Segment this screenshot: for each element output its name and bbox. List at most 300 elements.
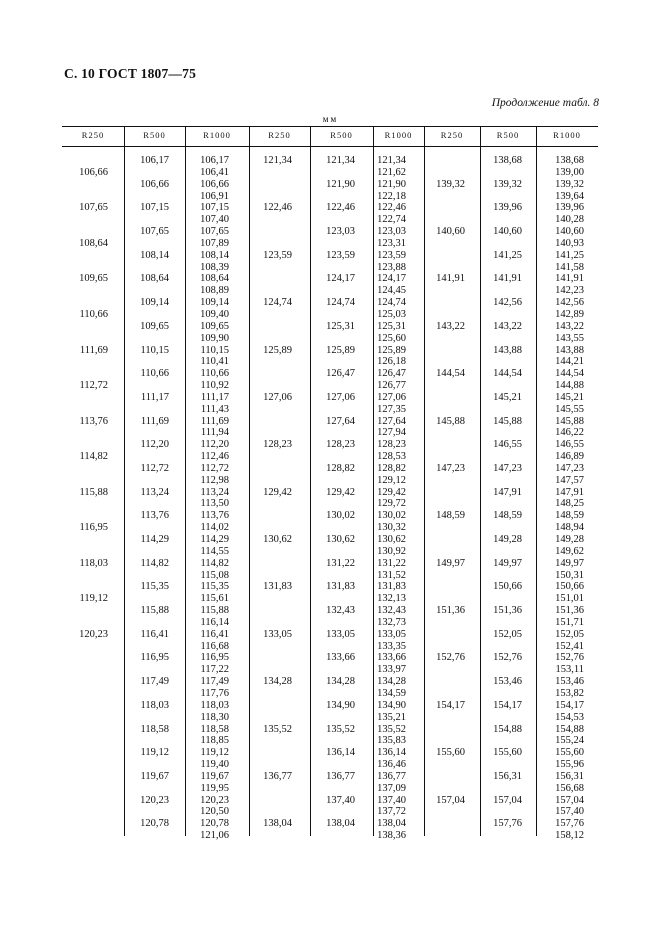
table-cell: 116,68 [200, 640, 229, 652]
table-cell: 132,43 [326, 605, 355, 617]
table-cell [62, 546, 108, 558]
table-cell: 109,65 [200, 320, 229, 332]
table-cell [310, 617, 355, 629]
table-cell [424, 487, 465, 499]
table-cell: 136,77 [326, 770, 355, 782]
table-cell: 134,28 [377, 676, 406, 688]
table-cell: 136,46 [377, 759, 406, 771]
table-cell [310, 783, 355, 795]
table-continuation-caption: Продолжение табл. 8 [491, 97, 599, 109]
table-cell [249, 356, 292, 368]
table-cell: 151,36 [555, 605, 584, 617]
table-cell [480, 167, 522, 179]
table-cell: 109,40 [200, 308, 229, 320]
column-r1000-3 [536, 155, 584, 842]
table-cell: 131,22 [377, 557, 406, 569]
table-cell [424, 771, 465, 783]
column-header: R250 [268, 130, 291, 140]
table-cell [310, 641, 355, 653]
table-cell: 136,14 [326, 747, 355, 759]
table-cell: 119,40 [200, 759, 229, 771]
table-cell [310, 451, 355, 463]
table-cell [480, 593, 522, 605]
table-cell: 121,34 [263, 155, 292, 166]
table-cell: 128,23 [263, 439, 292, 451]
table-cell: 145,55 [555, 403, 584, 415]
table-cell [310, 475, 355, 487]
table-cell [310, 664, 355, 676]
table-cell: 154,53 [555, 711, 584, 723]
table-cell: 107,15 [140, 202, 169, 214]
table-cell [310, 759, 355, 771]
table-cell: 119,95 [200, 782, 229, 794]
table-cell: 133,05 [263, 628, 292, 640]
table-cell: 123,88 [377, 261, 406, 273]
table-cell: 129,72 [377, 498, 406, 510]
table-cell: 115,35 [140, 581, 169, 593]
table-cell [310, 522, 355, 534]
table-cell [424, 664, 465, 676]
table-cell: 118,58 [140, 723, 169, 735]
table-cell: 154,17 [493, 699, 522, 711]
table-cell [480, 475, 522, 487]
table-cell: 143,55 [555, 332, 584, 344]
table-cell: 138,04 [263, 818, 292, 830]
table-cell [62, 617, 108, 629]
table-cell: 108,64 [140, 273, 169, 285]
table-cell: 128,53 [377, 451, 406, 463]
table-cell: 142,23 [555, 285, 584, 297]
table-cell [424, 783, 465, 795]
table-cell [424, 570, 465, 582]
table-cell: 128,82 [326, 462, 355, 474]
table-cell [124, 570, 169, 582]
column-r500-2 [310, 155, 355, 842]
column-r250-1 [62, 155, 108, 664]
table-cell: 157,04 [555, 794, 584, 806]
table-cell [124, 522, 169, 534]
table-cell: 107,65 [200, 226, 229, 238]
table-cell: 112,20 [140, 439, 169, 451]
table-cell [424, 676, 465, 688]
table-cell: 151,36 [493, 605, 522, 617]
table-cell: 130,02 [377, 510, 406, 522]
table-cell: 147,91 [493, 486, 522, 498]
table-cell: 113,76 [79, 415, 108, 427]
table-cell: 120,78 [200, 818, 229, 830]
table-cell: 133,66 [377, 652, 406, 664]
table-cell [424, 451, 465, 463]
table-cell: 152,41 [555, 640, 584, 652]
table-cell: 140,93 [555, 237, 584, 249]
table-cell [310, 546, 355, 558]
table-cell: 118,30 [200, 711, 229, 723]
table-cell: 118,03 [200, 699, 229, 711]
table-cell: 133,35 [377, 640, 406, 652]
table-cell: 146,89 [555, 451, 584, 463]
table-cell: 128,23 [377, 439, 406, 451]
table-cell: 113,24 [200, 486, 229, 498]
table-cell [424, 380, 465, 392]
table-cell [310, 688, 355, 700]
table-cell [480, 641, 522, 653]
table-cell: 115,35 [200, 581, 229, 593]
table-cell: 119,12 [79, 593, 108, 605]
table-cell: 152,76 [436, 652, 465, 664]
table-cell: 138,04 [377, 818, 406, 830]
table-cell: 131,83 [263, 581, 292, 593]
table-cell: 117,76 [200, 687, 229, 699]
table-cell: 146,55 [555, 439, 584, 451]
table-cell: 122,46 [377, 202, 406, 214]
table-cell: 130,02 [326, 510, 355, 522]
table-cell: 109,65 [140, 320, 169, 332]
table-cell: 106,41 [200, 166, 229, 178]
table-cell [124, 712, 169, 724]
table-cell: 126,77 [377, 380, 406, 392]
table-cell: 128,82 [377, 462, 406, 474]
table-cell [424, 641, 465, 653]
table-cell [62, 439, 108, 451]
table-cell: 137,40 [326, 794, 355, 806]
table-cell [424, 427, 465, 439]
table-cell: 126,18 [377, 356, 406, 368]
table-cell [124, 475, 169, 487]
table-cell: 116,41 [200, 628, 229, 640]
table-cell [249, 593, 292, 605]
table-cell: 114,29 [200, 534, 229, 545]
table-cell [424, 297, 465, 309]
table-cell: 137,40 [377, 794, 406, 806]
table-cell: 148,94 [555, 522, 584, 534]
table-cell: 138,68 [555, 155, 584, 166]
table-cell: 123,59 [263, 249, 292, 261]
table-cell [249, 167, 292, 179]
table-cell [249, 179, 292, 191]
table-cell: 106,17 [200, 155, 229, 166]
table-cell: 141,91 [436, 273, 465, 285]
table-cell: 113,76 [200, 510, 229, 522]
table-cell [62, 226, 108, 238]
table-cell: 106,66 [140, 178, 169, 190]
table-cell [124, 546, 169, 558]
table-cell [62, 333, 108, 345]
table-cell: 116,95 [140, 652, 169, 664]
table-cell: 143,88 [493, 344, 522, 356]
table-cell [249, 664, 292, 676]
table-cell: 145,21 [493, 391, 522, 403]
table-cell: 125,89 [263, 344, 292, 356]
column-header: R1000 [203, 130, 231, 140]
table-cell: 143,22 [436, 320, 465, 332]
table-cell [249, 747, 292, 759]
table-cell: 121,90 [326, 178, 355, 190]
table-cell: 127,35 [377, 403, 406, 415]
column-r1000-2 [373, 155, 406, 842]
table-cell [124, 427, 169, 439]
table-cell [62, 570, 108, 582]
table-cell [249, 463, 292, 475]
table-cell [424, 522, 465, 534]
table-cell: 130,62 [263, 534, 292, 545]
table-cell: 151,71 [555, 616, 584, 628]
table-cell [424, 629, 465, 641]
page-header: С. 10 ГОСТ 1807—75 [64, 66, 197, 81]
table-cell [480, 617, 522, 629]
table-cell: 133,05 [377, 628, 406, 640]
table-cell [249, 191, 292, 203]
table-cell: 138,68 [493, 155, 522, 166]
table-cell [249, 238, 292, 250]
table-cell [62, 510, 108, 522]
table-cell: 123,59 [326, 249, 355, 261]
table-cell: 149,28 [493, 534, 522, 545]
table-cell: 135,21 [377, 711, 406, 723]
table-cell: 124,17 [326, 273, 355, 285]
table-cell: 125,89 [326, 344, 355, 356]
table-cell [424, 285, 465, 297]
table-cell: 110,66 [140, 368, 169, 380]
table-cell [124, 617, 169, 629]
table-cell: 120,23 [140, 794, 169, 806]
column-header: R1000 [553, 130, 581, 140]
table-cell: 133,97 [377, 664, 406, 676]
table-cell: 114,82 [79, 451, 108, 463]
table-cell: 114,82 [140, 557, 169, 569]
table-cell [424, 581, 465, 593]
table-cell: 116,95 [79, 522, 108, 534]
table-cell: 152,05 [555, 628, 584, 640]
table-cell [424, 735, 465, 747]
table-cell [310, 214, 355, 226]
table-cell [310, 191, 355, 203]
column-header: R500 [143, 130, 166, 140]
table-cell: 141,25 [493, 249, 522, 261]
table-cell: 123,03 [377, 226, 406, 238]
table-cell [124, 191, 169, 203]
table-cell [62, 179, 108, 191]
table-cell [310, 285, 355, 297]
table-cell: 124,45 [377, 285, 406, 297]
table-cell: 157,40 [555, 806, 584, 818]
table-cell [480, 830, 522, 842]
table-cell: 127,06 [377, 391, 406, 403]
table-cell [62, 404, 108, 416]
table-cell: 115,88 [79, 486, 108, 498]
table-cell [424, 498, 465, 510]
table-cell [124, 830, 169, 842]
table-cell [124, 688, 169, 700]
table-cell [249, 688, 292, 700]
table-cell [249, 735, 292, 747]
table-cell: 154,17 [436, 699, 465, 711]
table-cell [480, 404, 522, 416]
table-cell [310, 498, 355, 510]
table-cell [480, 356, 522, 368]
table-cell [249, 652, 292, 664]
table-cell: 141,58 [555, 261, 584, 273]
table-cell [124, 333, 169, 345]
table-cell: 108,89 [200, 285, 229, 297]
table-cell: 139,00 [555, 166, 584, 178]
table-cell [62, 463, 108, 475]
table-cell: 119,67 [200, 770, 229, 782]
table-cell: 143,88 [555, 344, 584, 356]
table-cell: 129,42 [263, 486, 292, 498]
table-cell: 135,52 [377, 723, 406, 735]
table-cell [480, 498, 522, 510]
table-cell [424, 155, 465, 167]
table-cell: 120,50 [200, 806, 229, 818]
column-header: R250 [440, 130, 464, 140]
table-cell [124, 356, 169, 368]
table-cell: 117,49 [200, 676, 229, 688]
table-cell: 149,62 [555, 545, 584, 557]
table-cell: 107,65 [79, 202, 108, 214]
table-cell [249, 226, 292, 238]
table-cell: 114,02 [200, 522, 229, 534]
column-r1000-1 [185, 155, 229, 842]
table-cell: 121,34 [326, 155, 355, 166]
table-cell: 127,94 [377, 427, 406, 439]
table-cell: 129,42 [326, 486, 355, 498]
table-cell [249, 617, 292, 629]
table-cell: 113,50 [200, 498, 229, 510]
table-cell [62, 427, 108, 439]
table-cell [249, 262, 292, 274]
table-cell: 147,23 [436, 462, 465, 474]
column-r500-3 [480, 155, 522, 842]
table-cell: 157,04 [436, 794, 465, 806]
table-cell: 144,88 [555, 380, 584, 392]
table-cell: 120,23 [79, 628, 108, 640]
table-cell [480, 712, 522, 724]
table-cell: 132,43 [377, 605, 406, 617]
table-cell [124, 380, 169, 392]
table-cell [480, 546, 522, 558]
table-cell: 140,60 [436, 226, 465, 238]
table-cell: 157,76 [555, 818, 584, 830]
table-cell: 111,69 [79, 344, 108, 356]
table-cell: 152,76 [555, 652, 584, 664]
table-cell: 111,69 [200, 415, 229, 427]
table-cell [424, 262, 465, 274]
table-cell [424, 439, 465, 451]
table-cell [249, 273, 292, 285]
header-bottom-border [62, 146, 598, 147]
table-cell [249, 783, 292, 795]
table-cell [124, 262, 169, 274]
table-cell [62, 214, 108, 226]
table-cell: 119,67 [140, 770, 169, 782]
table-cell: 136,14 [377, 747, 406, 759]
table-cell: 109,65 [79, 273, 108, 285]
table-cell [249, 380, 292, 392]
table-cell: 121,34 [377, 155, 406, 166]
table-cell: 154,17 [555, 699, 584, 711]
table-cell: 132,73 [377, 616, 406, 628]
table-cell [480, 380, 522, 392]
table-cell: 117,22 [200, 664, 229, 676]
table-cell: 137,09 [377, 782, 406, 794]
table-cell: 155,96 [555, 759, 584, 771]
table-cell [249, 570, 292, 582]
table-cell: 144,54 [493, 368, 522, 380]
table-cell [62, 368, 108, 380]
column-header: R500 [330, 130, 353, 140]
table-cell: 139,32 [436, 178, 465, 190]
table-cell: 106,17 [140, 155, 169, 166]
table-cell: 108,64 [79, 237, 108, 249]
table-cell [310, 333, 355, 345]
table-cell [124, 451, 169, 463]
table-cell: 155,60 [493, 747, 522, 759]
table-cell [62, 652, 108, 664]
table-cell: 145,88 [436, 415, 465, 427]
table-cell: 130,62 [377, 534, 406, 545]
table-cell: 130,32 [377, 522, 406, 534]
table-cell: 116,95 [200, 652, 229, 664]
table-cell [62, 250, 108, 262]
table-cell: 148,59 [493, 510, 522, 522]
table-cell: 149,97 [555, 557, 584, 569]
table-cell [249, 605, 292, 617]
table-cell: 147,23 [555, 462, 584, 474]
table-cell: 143,22 [493, 320, 522, 332]
table-cell: 106,66 [79, 166, 108, 178]
table-cell: 113,24 [140, 486, 169, 498]
table-cell [249, 309, 292, 321]
table-cell [124, 309, 169, 321]
table-cell [424, 806, 465, 818]
table-cell: 138,36 [377, 830, 406, 842]
table-cell [424, 345, 465, 357]
table-cell [480, 783, 522, 795]
table-cell [480, 309, 522, 321]
table-cell: 107,65 [140, 226, 169, 238]
table-cell: 142,56 [493, 297, 522, 309]
table-cell: 131,22 [326, 557, 355, 569]
table-cell [480, 333, 522, 345]
table-cell [249, 214, 292, 226]
table-cell: 133,05 [326, 628, 355, 640]
table-cell [124, 664, 169, 676]
table-cell: 112,98 [200, 474, 229, 486]
table-cell: 150,66 [555, 581, 584, 593]
table-cell [424, 724, 465, 736]
table-cell: 148,59 [555, 510, 584, 522]
table-cell: 110,92 [200, 380, 229, 392]
table-cell: 156,68 [555, 782, 584, 794]
table-cell: 157,76 [493, 818, 522, 830]
table-cell: 147,23 [493, 462, 522, 474]
table-cell [424, 688, 465, 700]
table-cell [249, 806, 292, 818]
table-cell: 146,55 [493, 439, 522, 451]
table-cell [249, 404, 292, 416]
table-cell: 123,31 [377, 237, 406, 249]
table-cell [310, 593, 355, 605]
table-cell: 150,31 [555, 569, 584, 581]
table-cell [310, 309, 355, 321]
table-cell: 119,12 [140, 747, 169, 759]
table-cell [124, 285, 169, 297]
table-cell: 111,94 [200, 427, 229, 439]
table-cell: 156,31 [493, 770, 522, 782]
table-cell [249, 285, 292, 297]
table-cell [249, 558, 292, 570]
table-cell: 108,64 [200, 273, 229, 285]
